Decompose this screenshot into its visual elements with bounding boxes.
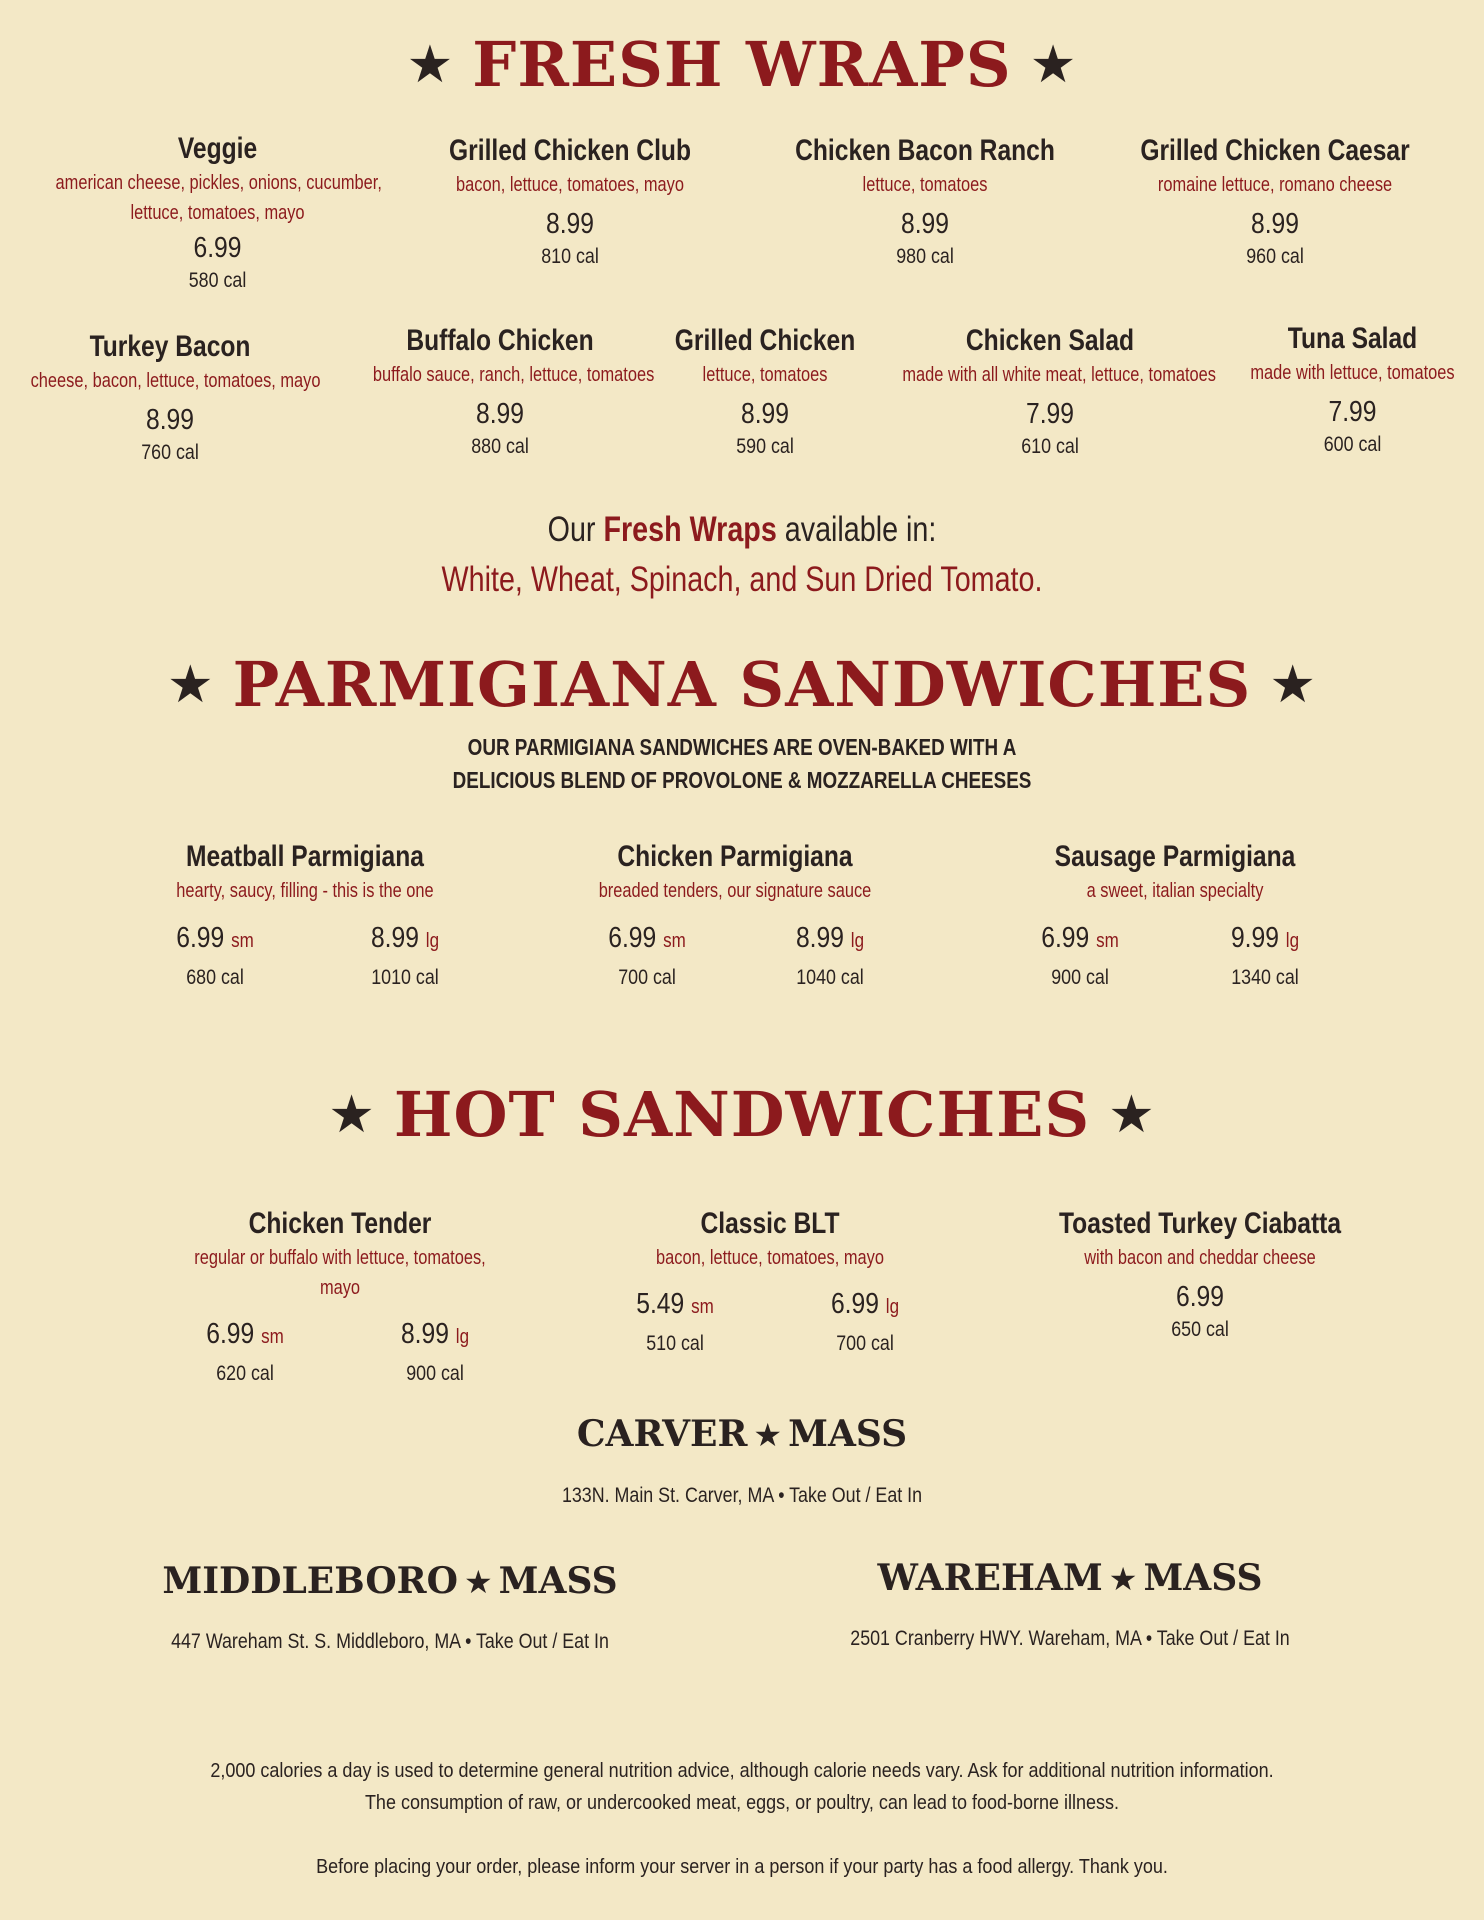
- size-label: lg: [425, 930, 440, 952]
- item-price: 8.99: [741, 398, 789, 430]
- note-text: Our: [547, 510, 596, 549]
- item-name: Meatball Parmigiana: [186, 840, 424, 873]
- section-title: HOT SANDWICHES: [393, 1078, 1091, 1151]
- item-desc: mayo: [319, 1277, 361, 1299]
- item-desc: made with all white meat, lettuce, tomatoes: [902, 364, 1216, 386]
- location-middleboro: [130, 1560, 650, 1602]
- star-icon: ★: [328, 1085, 376, 1145]
- price-small: [1000, 918, 1160, 995]
- menu-item-meatball-parmigiana: [120, 838, 490, 906]
- star-icon: ★: [1269, 655, 1317, 715]
- item-desc: regular or buffalo with lettuce, tomatoes,: [194, 1247, 486, 1269]
- menu-item-grilled-chicken: [655, 322, 875, 460]
- item-desc: hearty, saucy, filling - this is the one: [176, 880, 434, 902]
- item-calories: 510 cal: [646, 1332, 704, 1355]
- size-label: sm: [663, 930, 686, 952]
- item-price: 6.99: [193, 232, 242, 264]
- item-price: 8.99: [370, 922, 419, 954]
- menu-item-grilled-chicken-club: [390, 132, 750, 270]
- price-large: [325, 918, 485, 995]
- item-calories: 980 cal: [896, 245, 954, 268]
- item-desc: made with lettuce, tomatoes: [1250, 362, 1455, 384]
- size-label: sm: [1096, 930, 1119, 952]
- hot-sandwiches-heading: [0, 1078, 1484, 1151]
- fresh-wraps-heading: [0, 28, 1484, 101]
- item-name: Tuna Salad: [1287, 322, 1418, 355]
- item-calories: 650 cal: [1171, 1318, 1229, 1341]
- menu-item-chicken-salad: [870, 322, 1230, 460]
- item-calories: 610 cal: [1021, 435, 1079, 458]
- menu-item-chicken-parmigiana: [555, 838, 915, 906]
- note-highlight: Fresh Wraps: [603, 510, 777, 549]
- item-desc: romaine lettuce, romano cheese: [1157, 174, 1393, 196]
- star-icon: ★: [1108, 1560, 1138, 1598]
- item-calories: 900 cal: [1051, 966, 1109, 989]
- item-calories: 620 cal: [216, 1362, 274, 1385]
- item-desc: bacon, lettuce, tomatoes, mayo: [456, 174, 684, 196]
- note-text: available in:: [784, 510, 937, 549]
- item-calories: 960 cal: [1246, 245, 1304, 268]
- item-name: Buffalo Chicken: [406, 324, 594, 357]
- wrap-types: White, Wheat, Spinach, and Sun Dried Tomato.: [441, 560, 1043, 599]
- item-price: 8.99: [146, 404, 194, 436]
- item-calories: 700 cal: [618, 966, 676, 989]
- location-state: MASS: [1143, 1557, 1263, 1599]
- item-calories: 760 cal: [141, 441, 199, 464]
- item-calories: 600 cal: [1323, 433, 1382, 456]
- size-label: lg: [885, 1296, 900, 1318]
- item-calories: 1340 cal: [1231, 966, 1299, 989]
- item-price: 9.99: [1230, 922, 1279, 954]
- address-carver: 133N. Main St. Carver, MA • Take Out / Eat In: [561, 1484, 923, 1507]
- parmigiana-heading: [0, 648, 1484, 721]
- location-state: MASS: [498, 1560, 618, 1602]
- price-large: [355, 1314, 515, 1391]
- item-price: 7.99: [1328, 396, 1377, 428]
- item-calories: 810 cal: [541, 245, 599, 268]
- item-price: 8.99: [1251, 208, 1299, 240]
- star-icon: ★: [1029, 35, 1078, 95]
- footer-raw-warning: The consumption of raw, or undercooked meat, eggs, or poultry, can lead to food-borne illness.: [364, 1792, 1120, 1814]
- location-city: CARVER: [576, 1413, 748, 1455]
- menu-item-grilled-chicken-caesar: [1095, 132, 1455, 270]
- item-calories: 700 cal: [836, 1332, 894, 1355]
- star-icon: ★: [463, 1563, 493, 1601]
- footer-allergy-note: Before placing your order, please inform your server in a person if your party has a food allergy. Thank you.: [316, 1856, 1168, 1878]
- item-name: Sausage Parmigiana: [1054, 840, 1296, 873]
- item-calories: 880 cal: [471, 435, 529, 458]
- item-calories: 1040 cal: [796, 966, 864, 989]
- menu-item-turkey-bacon: [0, 328, 340, 466]
- item-name: Chicken Bacon Ranch: [795, 134, 1055, 167]
- menu-item-buffalo-chicken: [345, 322, 655, 460]
- size-label: sm: [691, 1296, 714, 1318]
- item-price: 6.99: [206, 1318, 255, 1350]
- star-icon: ★: [1108, 1085, 1156, 1145]
- location-state: MASS: [788, 1413, 908, 1455]
- location-city: MIDDLEBORO: [162, 1560, 458, 1602]
- size-label: lg: [455, 1326, 470, 1348]
- menu-item-toasted-turkey-ciabatta: [1000, 1205, 1400, 1343]
- section-title: PARMIGIANA SANDWICHES: [232, 648, 1252, 721]
- item-price: 6.99: [608, 922, 657, 954]
- size-label: sm: [261, 1326, 284, 1348]
- item-calories: 580 cal: [188, 269, 247, 292]
- item-desc: american cheese, pickles, onions, cucumber,: [55, 172, 382, 194]
- size-label: lg: [850, 930, 865, 952]
- item-calories: 1010 cal: [371, 966, 439, 989]
- menu-item-chicken-bacon-ranch: [745, 132, 1105, 270]
- item-name: Grilled Chicken Caesar: [1140, 134, 1410, 167]
- item-name: Classic BLT: [700, 1207, 840, 1240]
- item-price: 6.99: [830, 1288, 879, 1320]
- item-name: Grilled Chicken Club: [449, 134, 691, 167]
- price-small: [135, 918, 295, 995]
- menu-item-classic-blt: [590, 1205, 950, 1273]
- star-icon: ★: [406, 35, 455, 95]
- item-price: 8.99: [400, 1318, 449, 1350]
- item-price: 8.99: [476, 398, 524, 430]
- menu-item-sausage-parmigiana: [990, 838, 1360, 906]
- item-name: Grilled Chicken: [674, 324, 856, 357]
- size-label: sm: [231, 930, 254, 952]
- item-name: Toasted Turkey Ciabatta: [1058, 1207, 1342, 1240]
- address-wareham: 2501 Cranberry HWY. Wareham, MA • Take Out / Eat In: [850, 1627, 1290, 1650]
- menu-item-veggie: [20, 130, 415, 294]
- item-price: 6.99: [1041, 922, 1090, 954]
- price-large: [750, 918, 910, 995]
- price-large: [1185, 918, 1345, 995]
- wraps-note: [134, 510, 1351, 550]
- location-wareham: [810, 1557, 1330, 1599]
- footer-calorie-note: 2,000 calories a day is used to determine general nutrition advice, although calorie needs vary. Ask for additional nutrition information.: [210, 1760, 1274, 1782]
- address-middleboro: 447 Wareham St. S. Middleboro, MA • Take Out / Eat In: [171, 1630, 609, 1653]
- item-price: 7.99: [1026, 398, 1074, 430]
- item-desc: bacon, lettuce, tomatoes, mayo: [656, 1247, 884, 1269]
- size-label: lg: [1285, 930, 1300, 952]
- item-name: Chicken Tender: [248, 1207, 432, 1240]
- item-desc: lettuce, tomatoes, mayo: [130, 202, 305, 224]
- item-name: Chicken Salad: [965, 324, 1135, 357]
- price-small: [567, 918, 727, 995]
- item-calories: 590 cal: [736, 435, 794, 458]
- item-name: Veggie: [177, 132, 258, 165]
- price-large: [785, 1284, 945, 1361]
- menu-item-chicken-tender: [150, 1205, 530, 1303]
- parm-subtitle-line1: OUR PARMIGIANA SANDWICHES ARE OVEN-BAKED WITH A: [467, 734, 1017, 760]
- item-price: 8.99: [901, 208, 949, 240]
- item-name: Chicken Parmigiana: [617, 840, 853, 873]
- item-desc: lettuce, tomatoes: [862, 174, 988, 196]
- item-desc: breaded tenders, our signature sauce: [598, 880, 872, 902]
- price-small: [165, 1314, 325, 1391]
- item-price: 6.99: [176, 922, 225, 954]
- item-desc: buffalo sauce, ranch, lettuce, tomatoes: [372, 364, 655, 386]
- item-desc: a sweet, italian specialty: [1086, 880, 1264, 902]
- item-desc: cheese, bacon, lettuce, tomatoes, mayo: [30, 370, 321, 392]
- menu-item-tuna-salad: [1225, 320, 1480, 458]
- item-desc: lettuce, tomatoes: [702, 364, 828, 386]
- price-small: [595, 1284, 755, 1361]
- item-calories: 680 cal: [186, 966, 244, 989]
- item-name: Turkey Bacon: [89, 330, 251, 363]
- star-icon: ★: [753, 1416, 783, 1454]
- item-calories: 900 cal: [406, 1362, 464, 1385]
- item-price: 6.99: [1176, 1281, 1224, 1313]
- location-city: WAREHAM: [877, 1557, 1103, 1599]
- star-icon: ★: [167, 655, 215, 715]
- parm-subtitle-line2: DELICIOUS BLEND OF PROVOLONE & MOZZARELLA CHEESES: [452, 767, 1032, 793]
- item-price: 5.49: [636, 1288, 685, 1320]
- item-price: 8.99: [546, 208, 594, 240]
- item-desc: with bacon and cheddar cheese: [1084, 1247, 1316, 1269]
- section-title: FRESH WRAPS: [472, 28, 1012, 101]
- item-price: 8.99: [795, 922, 844, 954]
- location-carver: [442, 1413, 1042, 1455]
